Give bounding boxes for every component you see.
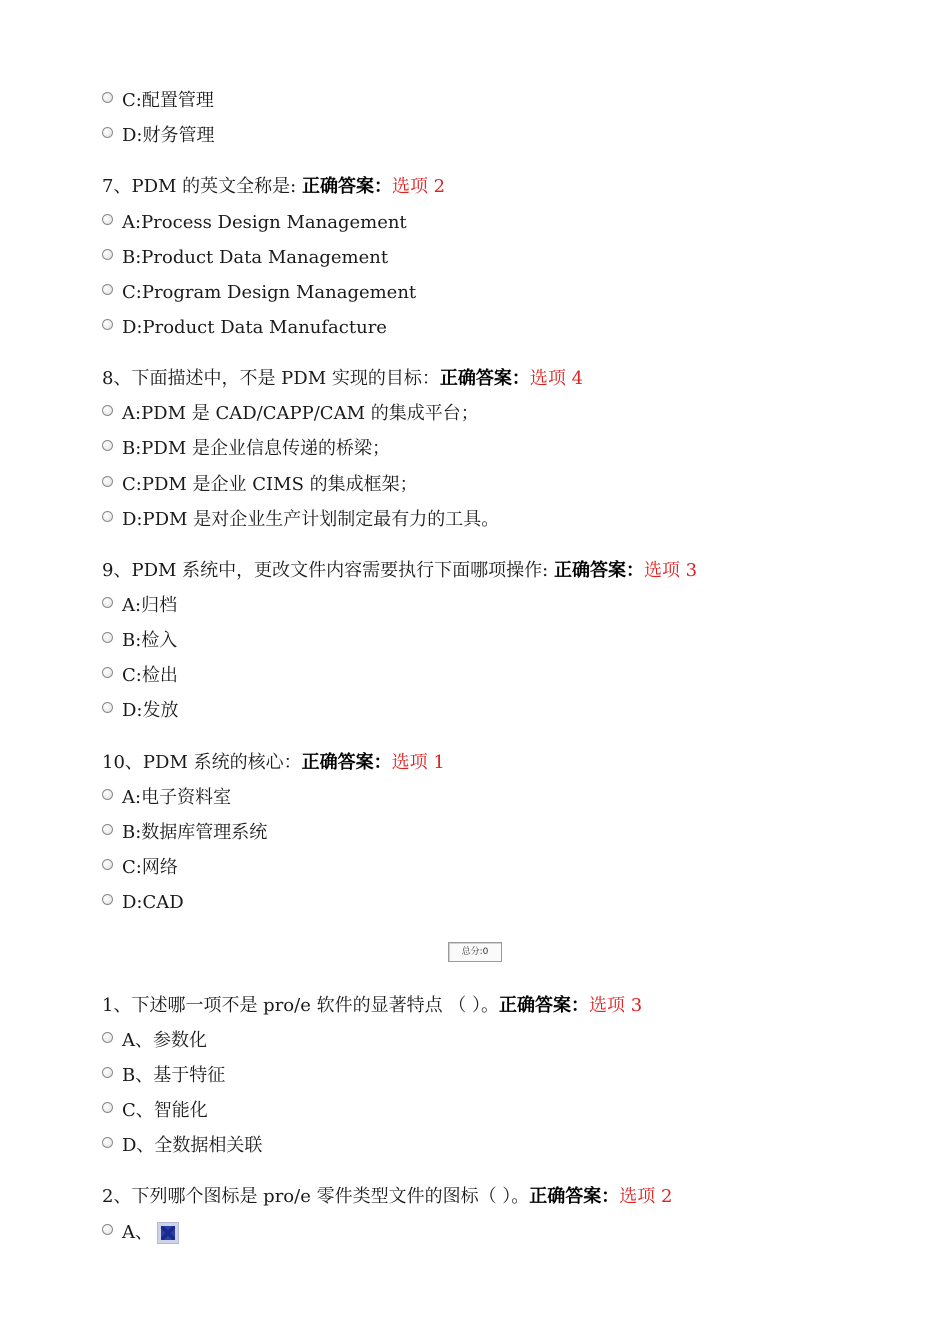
- option-text: D:财务管理: [122, 125, 215, 146]
- radio-button-icon[interactable]: [102, 214, 113, 225]
- correct-answer-label: 正确答案：: [499, 995, 590, 1016]
- radio-button-icon[interactable]: [102, 1032, 113, 1043]
- correct-answer-value: 选项 3: [643, 560, 698, 581]
- radio-button-icon[interactable]: [102, 894, 113, 905]
- option-row[interactable]: [102, 209, 407, 237]
- option-row[interactable]: [102, 592, 177, 620]
- proe-part-file-icon: [157, 1222, 179, 1244]
- option-text: D:PDM 是对企业生产计划制定最有力的工具。: [122, 509, 500, 530]
- correct-answer-label: 正确答案：: [439, 368, 530, 389]
- option-row[interactable]: [102, 400, 479, 428]
- correct-answer-value: 选项 2: [391, 176, 446, 197]
- option-text: B:检入: [122, 630, 178, 651]
- option-row[interactable]: [102, 244, 388, 272]
- option-row[interactable]: [102, 435, 390, 463]
- radio-button-icon[interactable]: [102, 1137, 113, 1148]
- option-text: A、参数化: [122, 1030, 207, 1051]
- radio-button-icon[interactable]: [102, 789, 113, 800]
- option-row[interactable]: [102, 506, 499, 534]
- radio-button-icon[interactable]: [102, 249, 113, 260]
- question-text: 9、PDM 系统中，更改文件内容需要执行下面哪项操作:: [102, 560, 549, 581]
- correct-answer-value: 选项 1: [391, 752, 445, 773]
- option-row[interactable]: [102, 87, 214, 115]
- radio-button-icon[interactable]: [102, 667, 113, 678]
- radio-button-icon[interactable]: [102, 632, 113, 643]
- option-text: A:电子资料室: [122, 787, 232, 808]
- option-text: B:PDM 是企业信息传递的桥梁；: [122, 438, 390, 459]
- option-text: C、智能化: [122, 1100, 208, 1121]
- radio-button-icon[interactable]: [102, 405, 113, 416]
- option-text: A、: [122, 1222, 153, 1243]
- option-text: B:Product Data Management: [122, 247, 389, 268]
- option-row[interactable]: [102, 471, 418, 499]
- question-1: [102, 992, 642, 1020]
- option-row[interactable]: [102, 1027, 207, 1055]
- option-row[interactable]: [102, 1062, 225, 1090]
- question-9: [102, 557, 697, 585]
- option-row[interactable]: [102, 819, 267, 847]
- correct-answer-label: 正确答案：: [553, 560, 644, 581]
- radio-button-icon[interactable]: [102, 440, 113, 451]
- question-text: 8、下面描述中，不是 PDM 实现的目标：: [102, 368, 440, 389]
- option-text: D:发放: [122, 700, 179, 721]
- option-row[interactable]: [102, 889, 184, 917]
- radio-button-icon[interactable]: [102, 319, 113, 330]
- total-score-box: 总分:0: [448, 942, 502, 962]
- correct-answer-value: 选项 3: [589, 995, 643, 1016]
- question-text: 2、下列哪个图标是 pro/e 零件类型文件的图标（ ）。: [102, 1186, 530, 1207]
- question-text: 7、PDM 的英文全称是:: [102, 176, 297, 197]
- question-text: 10、PDM 系统的核心：: [102, 752, 302, 773]
- question-text: 1、下述哪一项不是 pro/e 软件的显著特点 （ ）。: [102, 995, 500, 1016]
- radio-button-icon[interactable]: [102, 127, 113, 138]
- correct-answer-value: 选项 4: [529, 368, 584, 389]
- option-text: B、基于特征: [122, 1065, 226, 1086]
- radio-button-icon[interactable]: [102, 1067, 113, 1078]
- option-row[interactable]: [102, 1097, 208, 1125]
- question-7: [102, 173, 445, 201]
- correct-answer-label: 正确答案：: [529, 1186, 620, 1207]
- correct-answer-label: 正确答案：: [301, 176, 392, 197]
- radio-button-icon[interactable]: [102, 92, 113, 103]
- option-text: C:Program Design Management: [122, 282, 417, 303]
- option-row[interactable]: [102, 662, 178, 690]
- radio-button-icon[interactable]: [102, 476, 113, 487]
- option-row[interactable]: [102, 697, 179, 725]
- option-row[interactable]: [102, 854, 178, 882]
- radio-button-icon[interactable]: [102, 511, 113, 522]
- radio-button-icon[interactable]: [102, 597, 113, 608]
- option-text: D:CAD: [122, 892, 184, 913]
- option-row[interactable]: [102, 122, 215, 150]
- question-10: [102, 749, 445, 777]
- option-text: C:PDM 是企业 CIMS 的集成框架；: [122, 474, 418, 495]
- question-8: [102, 365, 583, 393]
- radio-button-icon[interactable]: [102, 1102, 113, 1113]
- option-text: D、全数据相关联: [122, 1135, 263, 1156]
- option-text: C:网络: [122, 857, 178, 878]
- radio-button-icon[interactable]: [102, 702, 113, 713]
- radio-button-icon[interactable]: [102, 1224, 113, 1235]
- radio-button-icon[interactable]: [102, 284, 113, 295]
- option-text: A:PDM 是 CAD/CAPP/CAM 的集成平台；: [122, 403, 479, 424]
- option-text: C:检出: [122, 665, 178, 686]
- option-row[interactable]: [102, 1219, 179, 1247]
- option-row[interactable]: [102, 279, 416, 307]
- option-text: A:Process Design Management: [122, 212, 407, 233]
- option-row[interactable]: [102, 1132, 262, 1160]
- option-text: A:归档: [122, 595, 178, 616]
- option-row[interactable]: [102, 627, 177, 655]
- option-row[interactable]: [102, 314, 387, 342]
- option-text: B:数据库管理系统: [122, 822, 268, 843]
- option-text: D:Product Data Manufacture: [122, 317, 387, 338]
- radio-button-icon[interactable]: [102, 824, 113, 835]
- question-2: [102, 1183, 672, 1211]
- option-text: C:配置管理: [122, 90, 214, 111]
- correct-answer-value: 选项 2: [619, 1186, 673, 1207]
- radio-button-icon[interactable]: [102, 859, 113, 870]
- option-row[interactable]: [102, 784, 231, 812]
- correct-answer-label: 正确答案：: [301, 752, 392, 773]
